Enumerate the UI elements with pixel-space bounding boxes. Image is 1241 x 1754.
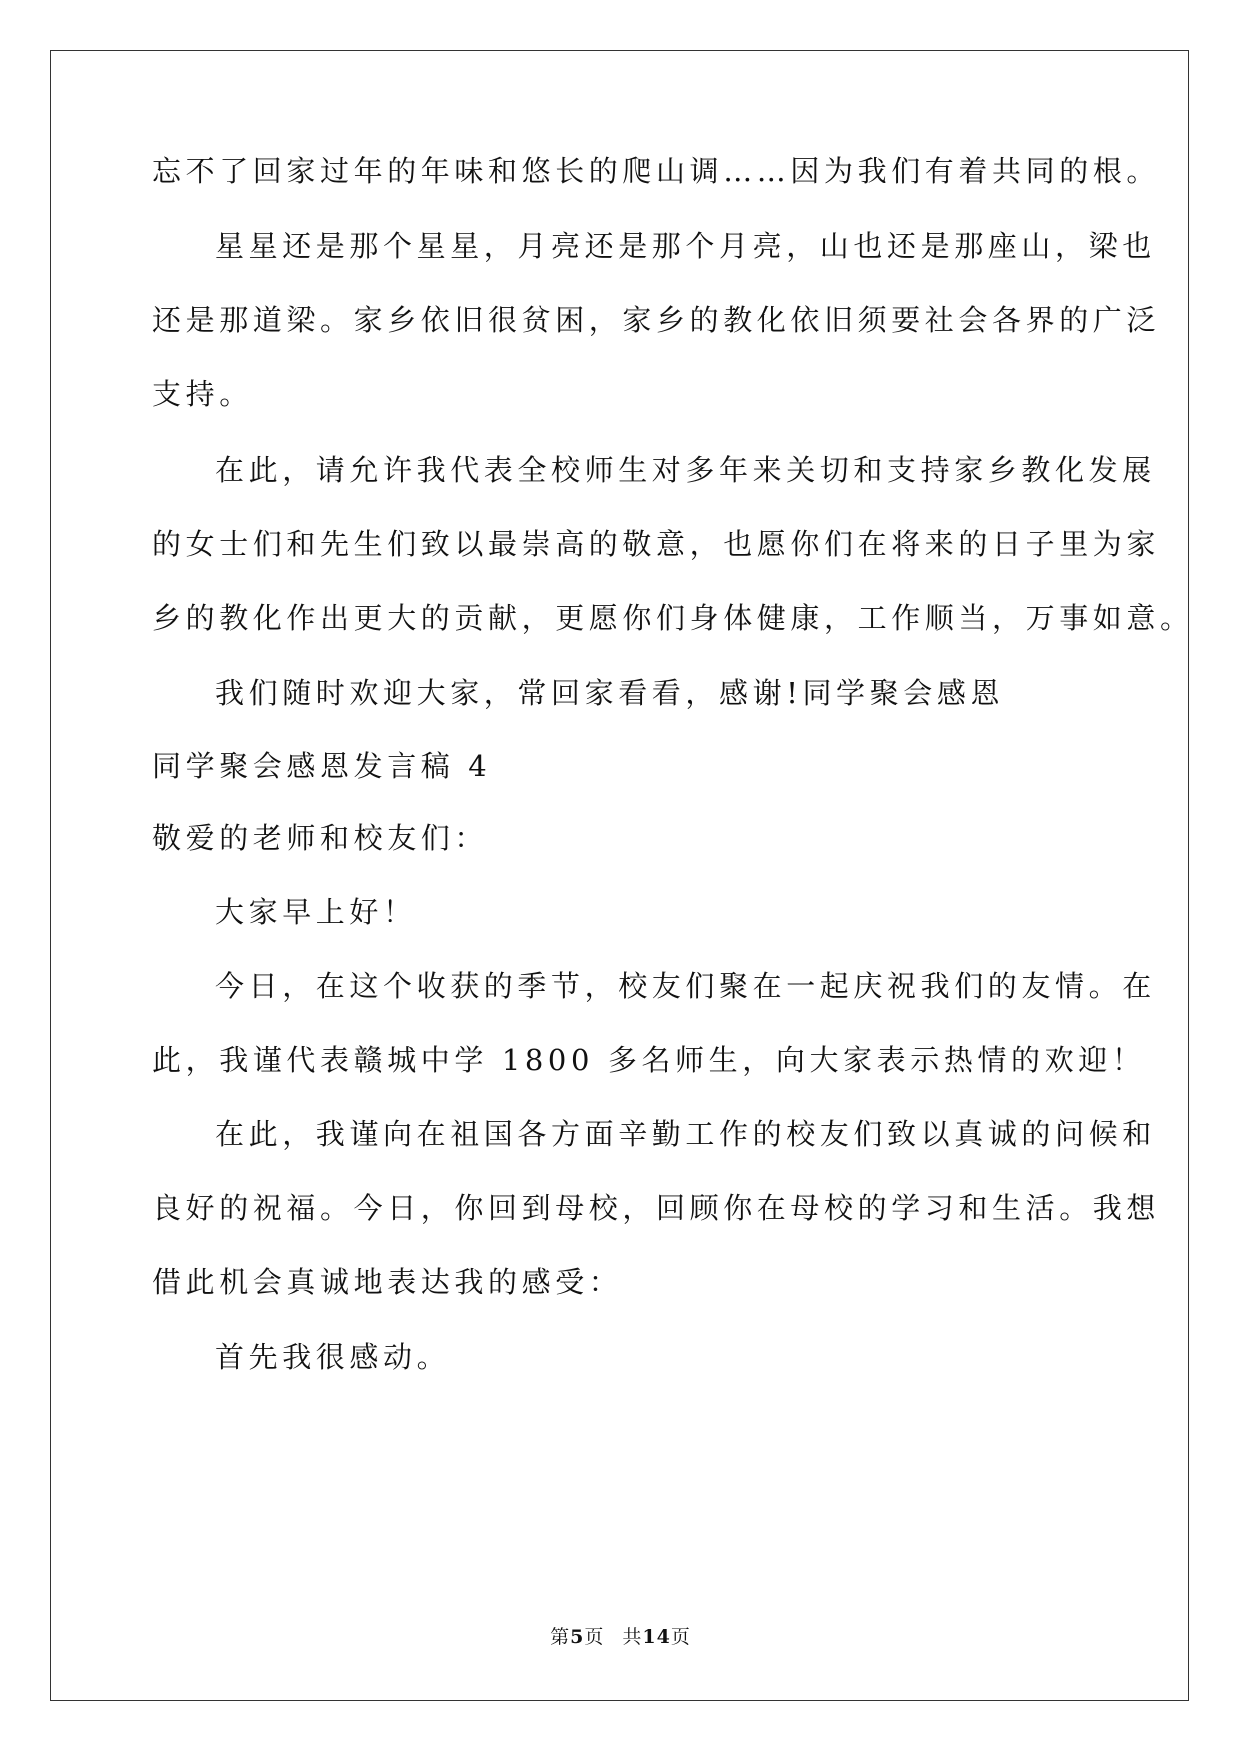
- text-line-2: 星星还是那个星星，月亮还是那个月亮，山也还是那座山，梁也: [215, 229, 1156, 263]
- salutation: 敬爱的老师和校友们：: [152, 821, 489, 855]
- greeting: 大家早上好！: [215, 895, 417, 929]
- total-suffix: 页: [670, 1626, 691, 1648]
- text-line-16: 借此机会真诚地表达我的感受：: [152, 1265, 623, 1299]
- total-pages: 14: [642, 1626, 671, 1648]
- text-line-7: 乡的教化作出更大的贡献，更愿你们身体健康，工作顺当，万事如意。: [152, 601, 1194, 635]
- text-line-14: 在此，我谨向在祖国各方面辛勤工作的校友们致以真诚的问候和: [215, 1117, 1156, 1151]
- page-footer: [0, 1624, 1241, 1650]
- page-number: 5: [570, 1626, 585, 1648]
- page-border: [50, 50, 1189, 1701]
- text-line-15: 良好的祝福。今日，你回到母校，回顾你在母校的学习和生活。我想: [152, 1191, 1161, 1225]
- page-suffix: 页: [584, 1626, 605, 1648]
- text-line-5: 在此，请允许我代表全校师生对多年来关切和支持家乡教化发展: [215, 453, 1156, 487]
- text-line-17: 首先我很感动。: [215, 1340, 451, 1374]
- text-line-8: 我们随时欢迎大家，常回家看看，感谢!同学聚会感恩: [215, 676, 1005, 710]
- page-prefix: 第: [550, 1626, 571, 1648]
- section-heading: 同学聚会感恩发言稿 4: [152, 749, 492, 783]
- text-line-13: 此，我谨代表赣城中学 1800 多名师生，向大家表示热情的欢迎！: [152, 1043, 1146, 1077]
- text-line-6: 的女士们和先生们致以最崇高的敬意，也愿你们在将来的日子里为家: [152, 527, 1161, 561]
- text-line-3: 还是那道梁。家乡依旧很贫困，家乡的教化依旧须要社会各界的广泛: [152, 303, 1161, 337]
- total-prefix: 共: [622, 1626, 643, 1648]
- text-line-1: 忘不了回家过年的年味和悠长的爬山调……因为我们有着共同的根。: [152, 154, 1161, 188]
- text-line-4: 支持。: [152, 377, 253, 411]
- text-line-12: 今日，在这个收获的季节，校友们聚在一起庆祝我们的友情。在: [215, 969, 1156, 1003]
